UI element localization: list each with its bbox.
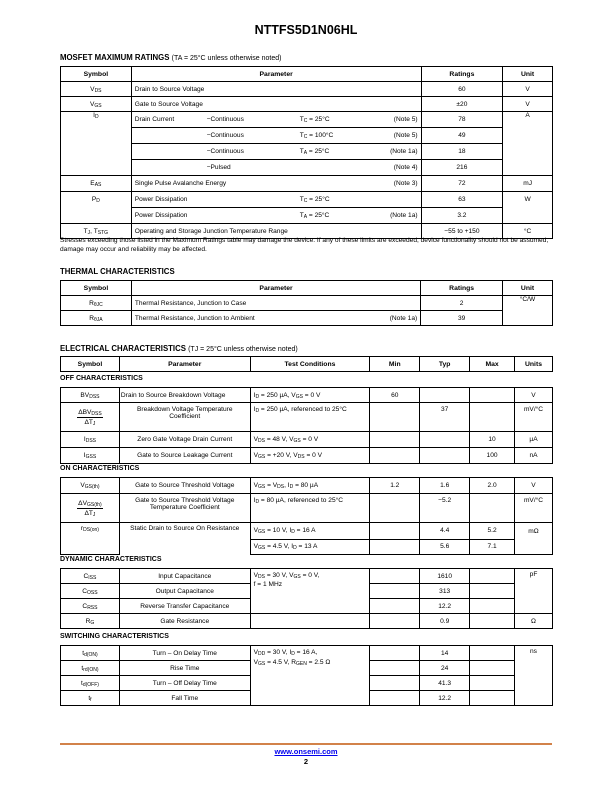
param-note: (Note 1a)	[390, 148, 418, 155]
symbol-cell: $P_D$	[61, 192, 132, 208]
section-condition: (TA = 25°C unless otherwise noted)	[171, 55, 282, 62]
parameter-cell: Turn – On Delay Time	[119, 646, 250, 661]
test-cell: $I_D = 250$ µA, referenced to 25°C	[250, 403, 370, 432]
table-row	[61, 97, 553, 112]
max-cell	[470, 661, 515, 676]
table-row	[61, 160, 553, 176]
min-cell	[370, 494, 420, 523]
stress-note: Stresses exceeding those listed in the Maximum Ratings table may damage the device. If any of these limits are exceeded, device functionality should not be assumed, damage may occur and reliability may be affected.	[60, 237, 549, 253]
col-header: Test Conditions	[250, 357, 370, 372]
min-cell	[370, 432, 420, 448]
test-cell: $V_{GS} = +20$ V, $V_{DS} = 0$ V	[250, 448, 370, 464]
col-header: Units	[515, 357, 553, 372]
min-cell	[370, 661, 420, 676]
empty-cell	[515, 539, 553, 554]
symbol-cell: $V_{GS}$	[61, 97, 132, 112]
unit-cell: °C/W	[503, 296, 553, 311]
parameter-cell	[131, 160, 421, 176]
empty-cell	[503, 128, 553, 144]
symbol-cell: $E_{AS}$	[61, 176, 132, 192]
param-mode: −Continuous	[206, 116, 244, 123]
max-cell: 7.1	[470, 539, 515, 554]
unit-cell: V	[503, 97, 553, 112]
param-note: (Note 5)	[393, 116, 418, 123]
rating-cell: 72	[421, 176, 503, 192]
unit-cell: mV/°C	[515, 494, 553, 523]
parameter-cell: Drain to Source Voltage	[131, 82, 421, 97]
min-cell	[370, 584, 420, 599]
symbol-cell: $V_{DS}$	[61, 82, 132, 97]
empty-cell	[61, 539, 120, 554]
max-cell	[470, 584, 515, 599]
empty-cell	[503, 144, 553, 160]
test-cell: $I_D = 80$ µA, referenced to 25°C	[250, 494, 370, 523]
col-header: Unit	[503, 67, 553, 82]
unit-cell: µA	[515, 432, 553, 448]
unit-cell: V	[515, 388, 553, 403]
rating-cell: ±20	[421, 97, 503, 112]
empty-cell	[61, 128, 132, 144]
empty-cell	[61, 208, 132, 224]
typ-cell: 41.3	[420, 676, 470, 691]
parameter-cell: Reverse Transfer Capacitance	[119, 599, 250, 614]
table-row	[61, 388, 553, 403]
table-row	[61, 144, 553, 160]
min-cell	[370, 676, 420, 691]
symbol-cell: $R_{\theta JC}$	[61, 296, 132, 311]
switching-characteristics-heading: SWITCHING CHARACTERISTICS	[60, 633, 169, 640]
max-cell	[470, 599, 515, 614]
parameter-cell: Gate to Source Threshold Voltage	[119, 478, 250, 494]
rating-cell: 49	[421, 128, 503, 144]
unit-cell: ns	[515, 646, 553, 706]
parameter-cell	[131, 311, 420, 326]
section-title: ELECTRICAL CHARACTERISTICS	[60, 344, 186, 353]
min-cell	[370, 691, 420, 706]
parameter-cell	[131, 208, 421, 224]
parameter-cell: Static Drain to Source On Resistance	[119, 523, 250, 555]
unit-cell: mJ	[503, 176, 553, 192]
symbol-cell: $\frac{\Delta BV_{DSS}}{\Delta T_J}$	[61, 403, 120, 432]
min-cell	[370, 614, 420, 629]
typ-cell	[420, 432, 470, 448]
unit-cell: nA	[515, 448, 553, 464]
test-cell: $V_{GS} = V_{DS}$, $I_D = 80$ µA	[250, 478, 370, 494]
param-cond: $T_C = 25^\circ C$	[299, 116, 330, 124]
max-cell: 5.2	[470, 523, 515, 540]
unit-cell: °C	[503, 224, 553, 239]
col-header: Ratings	[421, 281, 503, 296]
param-mode: −Continuous	[206, 132, 244, 139]
rating-cell: 3.2	[421, 208, 503, 224]
table-row	[61, 448, 553, 464]
col-header: Symbol	[61, 67, 132, 82]
unit-cell: mΩ	[515, 523, 553, 540]
off-characteristics-heading: OFF CHARACTERISTICS	[60, 375, 143, 382]
max-cell: 2.0	[470, 478, 515, 494]
min-cell	[370, 599, 420, 614]
section-title: MOSFET MAXIMUM RATINGS	[60, 53, 170, 62]
min-cell: 1.2	[370, 478, 420, 494]
rating-cell: 18	[421, 144, 503, 160]
param-mode: −Continuous	[206, 148, 244, 155]
max-cell: 10	[470, 432, 515, 448]
unit-cell: Ω	[515, 614, 553, 629]
typ-cell: 24	[420, 661, 470, 676]
on-characteristics-heading: ON CHARACTERISTICS	[60, 465, 140, 472]
typ-cell: 12.2	[420, 691, 470, 706]
param-cond: $T_A = 25^\circ C$	[299, 212, 330, 220]
section-condition: (TJ = 25°C unless otherwise noted)	[188, 346, 298, 353]
symbol-cell: $R_{\theta JA}$	[61, 311, 132, 326]
symbol-cell: $T_J$, $T_{STG}$	[61, 224, 132, 239]
test-cell	[250, 614, 370, 629]
electrical-heading	[60, 344, 298, 353]
empty-cell	[61, 144, 132, 160]
test-cell: $V_{GS} = 4.5$ V, $I_D = 13$ A	[250, 539, 370, 554]
symbol-cell: $R_G$	[61, 614, 120, 629]
parameter-cell: Breakdown Voltage Temperature Coefficient	[119, 403, 250, 432]
param-cond: $T_C = 25^\circ C$	[299, 196, 330, 204]
max-cell	[470, 614, 515, 629]
unit-cell: V	[515, 478, 553, 494]
parameter-cell	[131, 176, 421, 192]
col-header: Parameter	[131, 281, 420, 296]
electrical-header-table	[60, 356, 553, 372]
parameter-cell	[131, 128, 421, 144]
symbol-cell: $I_D$	[61, 112, 132, 128]
test-cell: $V_{DS} = 48$ V, $V_{GS} = 0$ V	[250, 432, 370, 448]
thermal-table	[60, 280, 553, 326]
min-cell	[370, 539, 420, 554]
unit-cell: pF	[515, 569, 553, 614]
max-cell: 100	[470, 448, 515, 464]
symbol-cell: $BV_{DSS}$	[61, 388, 120, 403]
parameter-cell: Turn – Off Delay Time	[119, 676, 250, 691]
col-header: Typ	[420, 357, 470, 372]
off-characteristics-table	[60, 387, 553, 464]
min-cell	[370, 448, 420, 464]
empty-cell	[503, 208, 553, 224]
symbol-cell: $C_{ISS}$	[61, 569, 120, 584]
typ-cell: 313	[420, 584, 470, 599]
test-cell: $V_{DS} = 30$ V, $V_{GS} = 0$ V, f = 1 MHz	[250, 569, 370, 614]
param-label: Power Dissipation	[134, 196, 188, 203]
max-cell	[470, 569, 515, 584]
table-row	[61, 569, 553, 584]
symbol-cell: $V_{GS(th)}$	[61, 478, 120, 494]
max-cell	[470, 691, 515, 706]
table-row	[61, 523, 553, 540]
table-row	[61, 176, 553, 192]
empty-cell	[503, 311, 553, 326]
empty-cell	[61, 160, 132, 176]
parameter-cell: Zero Gate Voltage Drain Current	[119, 432, 250, 448]
param-label: Thermal Resistance, Junction to Ambient	[134, 314, 255, 322]
unit-cell: A	[503, 112, 553, 128]
col-header: Min	[370, 357, 420, 372]
table-row	[61, 494, 553, 523]
symbol-cell: $t_{d(OFF)}$	[61, 676, 120, 691]
param-note: (Note 1a)	[390, 212, 418, 219]
parameter-cell: Gate to Source Threshold Voltage Temperature Coefficient	[119, 494, 250, 523]
param-label: Power Dissipation	[134, 212, 188, 219]
typ-cell: 1.6	[420, 478, 470, 494]
col-header: Max	[470, 357, 515, 372]
param-cond: $T_A = 25^\circ C$	[299, 148, 330, 156]
param-note: (Note 1a)	[389, 314, 418, 322]
symbol-cell: $r_{DS(on)}$	[61, 523, 120, 540]
symbol-cell: $I_{GSS}$	[61, 448, 120, 464]
symbol-cell: $I_{DSS}$	[61, 432, 120, 448]
parameter-cell: Rise Time	[119, 661, 250, 676]
on-characteristics-table	[60, 477, 553, 555]
parameter-cell: Gate to Source Leakage Current	[119, 448, 250, 464]
max-cell	[470, 403, 515, 432]
parameter-cell	[131, 144, 421, 160]
param-label: Drain Current	[134, 116, 175, 123]
symbol-cell: $t_{d(ON)}$	[61, 646, 120, 661]
col-header: Unit	[503, 281, 553, 296]
col-header: Ratings	[421, 67, 503, 82]
min-cell: 60	[370, 388, 420, 403]
unit-cell: W	[503, 192, 553, 208]
parameter-cell: Output Capacitance	[119, 584, 250, 599]
typ-cell: 14	[420, 646, 470, 661]
typ-cell: 5.6	[420, 539, 470, 554]
table-row	[61, 112, 553, 128]
parameter-cell: Gate Resistance	[119, 614, 250, 629]
symbol-cell: $C_{OSS}$	[61, 584, 120, 599]
rating-cell: 216	[421, 160, 503, 176]
unit-cell: mV/°C	[515, 403, 553, 432]
table-row	[61, 432, 553, 448]
typ-cell	[420, 448, 470, 464]
table-row	[61, 208, 553, 224]
max-ratings-heading	[60, 53, 282, 62]
typ-cell	[420, 388, 470, 403]
thermal-heading: THERMAL CHARACTERISTICS	[60, 267, 175, 276]
symbol-cell: $\frac{\Delta V_{GS(th)}}{\Delta T_J}$	[61, 494, 120, 523]
min-cell	[370, 403, 420, 432]
symbol-cell: $t_f$	[61, 691, 120, 706]
col-header: Symbol	[61, 357, 120, 372]
param-note: (Note 5)	[393, 132, 418, 139]
typ-cell: 4.4	[420, 523, 470, 540]
typ-cell: 1610	[420, 569, 470, 584]
test-cell: $V_{DD} = 30$ V, $I_D = 16$ A, $V_{GS} = 4.5$ V, $R_{GEN} = 2.5$ Ω	[250, 646, 370, 706]
parameter-cell: Operating and Storage Junction Temperature Range	[131, 224, 421, 239]
max-cell	[470, 676, 515, 691]
rating-cell: 39	[421, 311, 503, 326]
col-header: Parameter	[119, 357, 250, 372]
max-ratings-table	[60, 66, 553, 239]
table-row	[61, 478, 553, 494]
symbol-cell: $C_{RSS}$	[61, 599, 120, 614]
rating-cell: 2	[421, 296, 503, 311]
table-row	[61, 614, 553, 629]
param-label: Single Pulse Avalanche Energy	[134, 180, 227, 187]
min-cell	[370, 646, 420, 661]
typ-cell: 12.2	[420, 599, 470, 614]
param-cond: $T_C = 100^\circ C$	[299, 132, 334, 140]
parameter-cell	[131, 112, 421, 128]
parameter-cell: Fall Time	[119, 691, 250, 706]
symbol-cell: $t_{rd(ON)}$	[61, 661, 120, 676]
table-row	[61, 128, 553, 144]
rating-cell: 78	[421, 112, 503, 128]
page-number: 2	[303, 757, 309, 766]
table-row	[61, 82, 553, 97]
dynamic-characteristics-heading: DYNAMIC CHARACTERISTICS	[60, 556, 162, 563]
unit-cell: V	[503, 82, 553, 97]
typ-cell: 37	[420, 403, 470, 432]
parameter-cell: Drain to Source Breakdown Voltage	[119, 388, 250, 403]
parameter-cell: Thermal Resistance, Junction to Case	[131, 296, 420, 311]
param-note: (Note 4)	[393, 164, 418, 171]
max-cell	[470, 494, 515, 523]
typ-cell: −5.2	[420, 494, 470, 523]
min-cell	[370, 523, 420, 540]
website-link[interactable]: www.onsemi.com	[274, 747, 338, 756]
table-row	[61, 311, 553, 326]
min-cell	[370, 569, 420, 584]
col-header: Parameter	[131, 67, 421, 82]
table-row	[61, 296, 553, 311]
footer-link-wrap	[0, 747, 612, 756]
rating-cell: −55 to +150	[421, 224, 503, 239]
footer-divider	[60, 743, 552, 745]
max-cell	[470, 646, 515, 661]
max-cell	[470, 388, 515, 403]
document-title: NTTFS5D1N06HL	[254, 23, 358, 37]
table-row	[61, 192, 553, 208]
parameter-cell: Gate to Source Voltage	[131, 97, 421, 112]
rating-cell: 60	[421, 82, 503, 97]
table-row	[61, 646, 553, 661]
parameter-cell: Input Capacitance	[119, 569, 250, 584]
col-header: Symbol	[61, 281, 132, 296]
param-mode: −Pulsed	[206, 164, 231, 171]
test-cell: $I_D = 250$ µA, $V_{GS} = 0$ V	[250, 388, 370, 403]
rating-cell: 63	[421, 192, 503, 208]
switching-characteristics-table	[60, 645, 553, 706]
empty-cell	[503, 160, 553, 176]
parameter-cell	[131, 192, 421, 208]
test-cell: $V_{GS} = 10$ V, $I_D = 16$ A	[250, 523, 370, 540]
typ-cell: 0.9	[420, 614, 470, 629]
table-row	[61, 403, 553, 432]
param-note: (Note 3)	[393, 180, 418, 187]
dynamic-characteristics-table	[60, 568, 553, 629]
